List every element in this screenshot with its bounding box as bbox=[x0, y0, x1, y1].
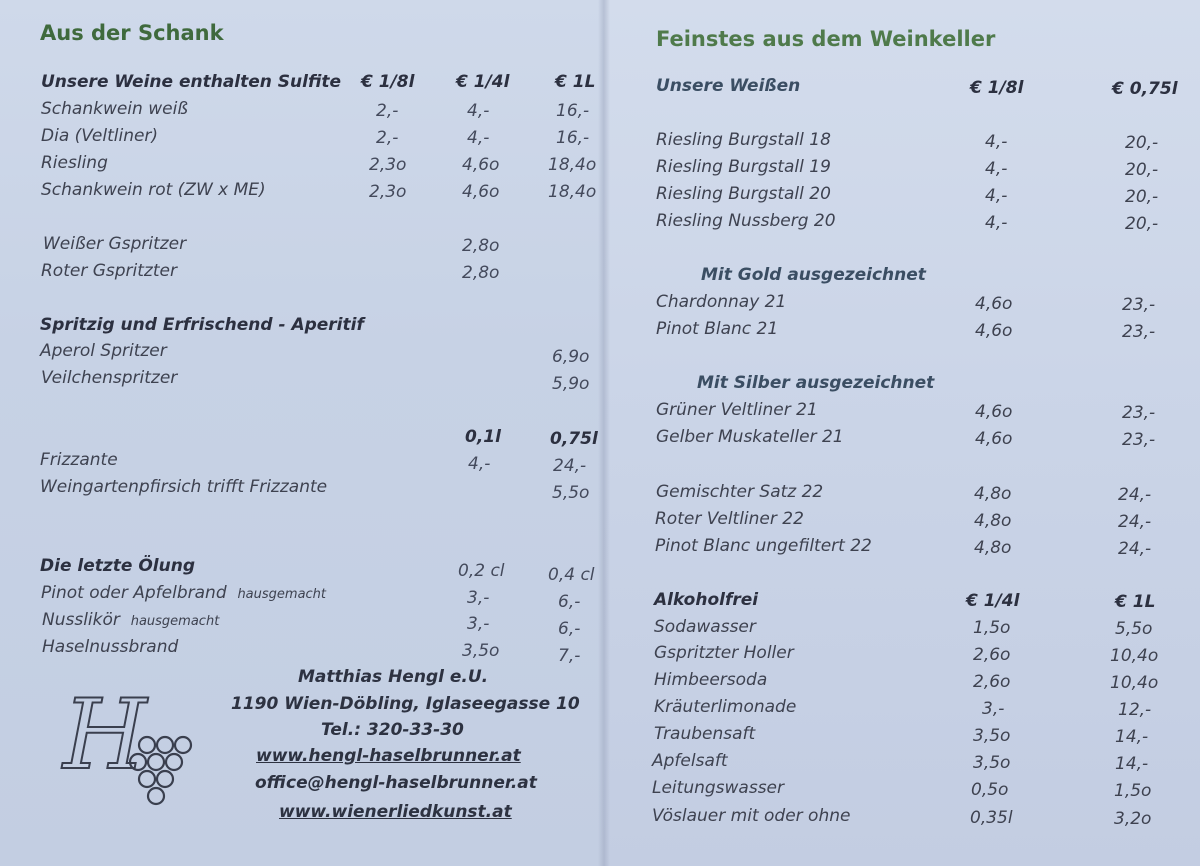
oelung-name bbox=[41, 583, 326, 605]
gold-wine-price-1: 4,6o bbox=[975, 321, 1013, 341]
drink-name: Apfelsaft bbox=[652, 751, 728, 771]
oelung-price-1: 3,- bbox=[467, 588, 490, 608]
frizzante-price-1: 4,- bbox=[468, 454, 491, 474]
drink-price-1: 1,5o bbox=[973, 618, 1011, 638]
more-wine-price-2: 24,- bbox=[1118, 539, 1152, 559]
frizzante-price-2: 24,- bbox=[553, 456, 587, 476]
contact-website2-link[interactable]: www.wienerliedkunst.at bbox=[279, 802, 512, 822]
silver-wine-name: Gelber Muskateller 21 bbox=[656, 427, 844, 447]
drink-price-2: 1,5o bbox=[1114, 781, 1152, 801]
wines-col-3: € 1L bbox=[555, 72, 596, 92]
aperitif-name: Veilchenspritzer bbox=[41, 368, 178, 388]
contact-website-link[interactable]: www.hengl-haselbrunner.at bbox=[256, 746, 521, 766]
wine-row-price-2: 4,- bbox=[467, 128, 490, 148]
drink-price-2: 12,- bbox=[1118, 700, 1152, 720]
white-wine-price-2: 20,- bbox=[1125, 187, 1159, 207]
whites-col-1: € 1/8l bbox=[970, 78, 1024, 98]
gspritzer-price: 2,8o bbox=[462, 263, 500, 283]
oelung-item-note: hausgemacht bbox=[237, 587, 327, 602]
wine-row-price-1: 2,3o bbox=[369, 155, 407, 175]
frizzante-price-2: 5,5o bbox=[552, 483, 590, 503]
frizzante-name: Weingartenpfirsich trifft Frizzante bbox=[40, 477, 328, 497]
silver-wine-price-1: 4,6o bbox=[975, 429, 1013, 449]
white-wine-price-1: 4,- bbox=[985, 213, 1008, 233]
drink-price-2: 14,- bbox=[1115, 754, 1149, 774]
silver-wine-price-2: 23,- bbox=[1122, 403, 1156, 423]
alkoholfrei-col-1: € 1/4l bbox=[966, 591, 1020, 611]
frizzante-col-2: 0,75l bbox=[550, 429, 598, 449]
silver-header: Mit Silber ausgezeichnet bbox=[697, 373, 935, 393]
wine-row-price-3: 16,- bbox=[556, 128, 590, 148]
gold-wine-name: Pinot Blanc 21 bbox=[656, 319, 779, 339]
alkoholfrei-col-2: € 1L bbox=[1115, 592, 1156, 612]
silver-wine-price-1: 4,6o bbox=[975, 402, 1013, 422]
drink-price-2: 10,4o bbox=[1110, 673, 1159, 693]
contact-company: Matthias Hengl e.U. bbox=[298, 667, 489, 687]
drink-price-2: 10,4o bbox=[1110, 646, 1159, 666]
oelung-price-2: 6,- bbox=[558, 619, 581, 639]
more-wine-name: Gemischter Satz 22 bbox=[656, 482, 824, 502]
more-wine-name: Roter Veltliner 22 bbox=[655, 509, 804, 529]
gspritzer-name: Roter Gspritzter bbox=[41, 261, 177, 281]
drink-price-1: 3,5o bbox=[973, 726, 1011, 746]
logo-letter: H bbox=[63, 680, 147, 791]
drink-price-1: 2,6o bbox=[973, 672, 1011, 692]
wine-row-price-2: 4,6o bbox=[462, 182, 500, 202]
oelung-price-1: 3,5o bbox=[462, 641, 500, 661]
silver-wine-name: Grüner Veltliner 21 bbox=[656, 400, 818, 420]
wines-header: Unsere Weine enthalten Sulfite bbox=[41, 72, 342, 92]
more-wine-price-2: 24,- bbox=[1118, 512, 1152, 532]
oelung-col-1: 0,2 cl bbox=[458, 561, 505, 581]
drink-name: Gspritzter Holler bbox=[654, 643, 794, 663]
alkoholfrei-header: Alkoholfrei bbox=[654, 590, 759, 610]
oelung-name bbox=[42, 610, 219, 632]
contact-email-link[interactable]: office@hengl-haselbrunner.at bbox=[255, 773, 537, 793]
whites-col-2: € 0,75l bbox=[1112, 79, 1178, 99]
drink-price-1: 3,5o bbox=[973, 753, 1011, 773]
white-wine-price-1: 4,- bbox=[985, 159, 1008, 179]
drink-name: Sodawasser bbox=[654, 617, 756, 637]
drink-name: Himbeersoda bbox=[654, 670, 768, 690]
drink-name: Traubensaft bbox=[654, 724, 756, 744]
white-wine-price-1: 4,- bbox=[985, 132, 1008, 152]
page-fold bbox=[598, 0, 610, 866]
more-wine-price-1: 4,8o bbox=[974, 511, 1012, 531]
drink-price-1: 3,- bbox=[982, 699, 1005, 719]
wine-row-name: Dia (Veltliner) bbox=[41, 126, 159, 146]
frizzante-col-1: 0,1l bbox=[465, 427, 501, 447]
oelung-item-label: Nusslikör bbox=[42, 610, 120, 630]
left-section-title: Aus der Schank bbox=[40, 21, 224, 45]
oelung-item-label: Pinot oder Apfelbrand bbox=[41, 583, 227, 603]
white-wine-price-1: 4,- bbox=[985, 186, 1008, 206]
oelung-col-2: 0,4 cl bbox=[548, 565, 595, 585]
white-wine-name: Riesling Burgstall 20 bbox=[656, 184, 831, 204]
white-wine-price-2: 20,- bbox=[1125, 133, 1159, 153]
aperitif-header: Spritzig und Erfrischend - Aperitif bbox=[40, 315, 364, 335]
white-wine-price-2: 20,- bbox=[1125, 160, 1159, 180]
wine-row-name: Riesling bbox=[41, 153, 108, 173]
more-wine-price-1: 4,8o bbox=[974, 538, 1012, 558]
gold-wine-name: Chardonnay 21 bbox=[656, 292, 787, 312]
aperitif-price: 5,9o bbox=[552, 374, 590, 394]
wine-row-price-2: 4,- bbox=[467, 101, 490, 121]
wine-row-price-1: 2,3o bbox=[369, 182, 407, 202]
gold-wine-price-2: 23,- bbox=[1122, 322, 1156, 342]
gspritzer-name: Weißer Gspritzer bbox=[43, 234, 187, 254]
more-wine-price-1: 4,8o bbox=[974, 484, 1012, 504]
gold-wine-price-1: 4,6o bbox=[975, 294, 1013, 314]
wine-row-price-2: 4,6o bbox=[462, 155, 500, 175]
aperitif-name: Aperol Spritzer bbox=[40, 341, 167, 361]
winery-logo bbox=[55, 680, 205, 820]
drink-name: Kräuterlimonade bbox=[654, 697, 797, 717]
contact-phone: Tel.: 320-33-30 bbox=[321, 720, 464, 740]
white-wine-name: Riesling Burgstall 19 bbox=[656, 157, 831, 177]
drink-name: Vöslauer mit oder ohne bbox=[652, 806, 851, 826]
oelung-price-1: 3,- bbox=[467, 614, 490, 634]
oelung-header: Die letzte Ölung bbox=[40, 556, 195, 576]
wine-row-price-1: 2,- bbox=[376, 101, 399, 121]
whites-header: Unsere Weißen bbox=[656, 76, 801, 96]
drink-price-1: 2,6o bbox=[973, 645, 1011, 665]
wine-row-price-1: 2,- bbox=[376, 128, 399, 148]
silver-wine-price-2: 23,- bbox=[1122, 430, 1156, 450]
gold-wine-price-2: 23,- bbox=[1122, 295, 1156, 315]
oelung-item-note: hausgemacht bbox=[130, 614, 220, 629]
wine-row-name: Schankwein weiß bbox=[41, 99, 189, 119]
gspritzer-price: 2,8o bbox=[462, 236, 500, 256]
oelung-price-2: 6,- bbox=[558, 592, 581, 612]
drink-name: Leitungswasser bbox=[652, 778, 784, 798]
drink-price-2: 14,- bbox=[1115, 727, 1149, 747]
gold-header: Mit Gold ausgezeichnet bbox=[701, 265, 926, 285]
wines-col-2: € 1/4l bbox=[456, 72, 510, 92]
drink-price-2: 3,2o bbox=[1114, 809, 1152, 829]
contact-address: 1190 Wien-Döbling, Iglaseegasse 10 bbox=[231, 694, 580, 714]
wine-row-name: Schankwein rot (ZW x ME) bbox=[41, 180, 266, 200]
white-wine-price-2: 20,- bbox=[1125, 214, 1159, 234]
oelung-name: Haselnussbrand bbox=[42, 637, 179, 657]
wine-row-price-3: 16,- bbox=[556, 101, 590, 121]
white-wine-name: Riesling Burgstall 18 bbox=[656, 130, 831, 150]
frizzante-name: Frizzante bbox=[40, 450, 118, 470]
wine-row-price-3: 18,4o bbox=[548, 182, 597, 202]
wines-col-1: € 1/8l bbox=[361, 72, 415, 92]
drink-price-2: 5,5o bbox=[1115, 619, 1153, 639]
drink-price-1: 0,5o bbox=[971, 780, 1009, 800]
more-wine-name: Pinot Blanc ungefiltert 22 bbox=[655, 536, 872, 556]
more-wine-price-2: 24,- bbox=[1118, 485, 1152, 505]
drink-price-1: 0,35l bbox=[970, 808, 1013, 828]
white-wine-name: Riesling Nussberg 20 bbox=[656, 211, 836, 231]
oelung-price-2: 7,- bbox=[558, 646, 581, 666]
right-section-title: Feinstes aus dem Weinkeller bbox=[656, 27, 996, 51]
aperitif-price: 6,9o bbox=[552, 347, 590, 367]
wine-row-price-3: 18,4o bbox=[548, 155, 597, 175]
